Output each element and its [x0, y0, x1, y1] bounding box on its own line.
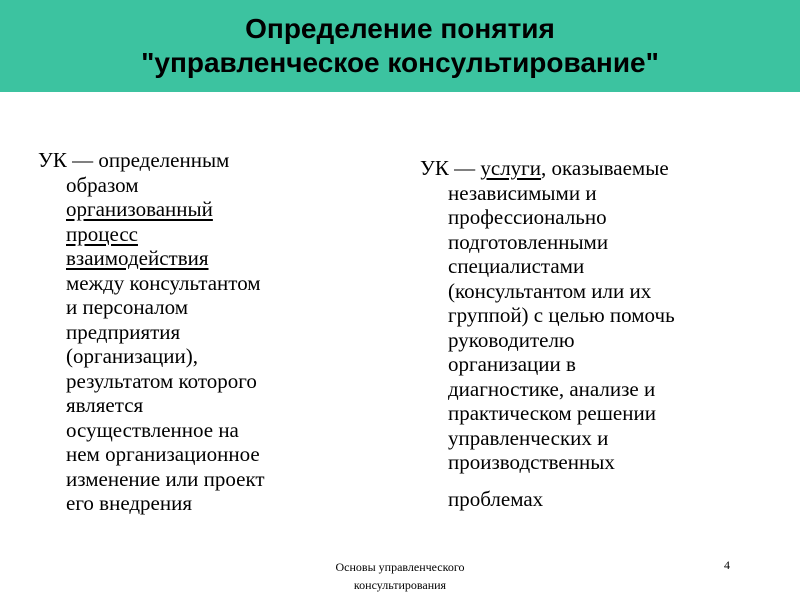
- left-line-15: его внедрения: [66, 491, 192, 515]
- right-suffix: , оказываемые: [541, 156, 669, 180]
- right-line-8: руководителю: [448, 327, 575, 352]
- left-line-8: предприятия: [66, 319, 181, 344]
- right-line-4: подготовленными: [448, 229, 609, 254]
- right-line-3: профессионально: [448, 205, 607, 229]
- left-line-9: (организации),: [66, 344, 198, 368]
- right-line-14: проблемах: [448, 486, 544, 511]
- right-line-6: (консультантом или их: [448, 278, 652, 303]
- right-line-12: управленческих и: [448, 425, 609, 450]
- right-line-7: группой) с целью помочь: [448, 303, 675, 327]
- slide-title-line-1: Определение понятия: [245, 13, 555, 44]
- left-term-process: процесс: [66, 221, 138, 246]
- page-number: 4: [724, 558, 730, 572]
- left-line-11: является: [66, 393, 144, 417]
- footer-line-1: Основы управленческого: [335, 560, 465, 574]
- right-prefix: УК —: [420, 156, 481, 180]
- right-term-services: услуги: [480, 156, 542, 180]
- slide-title-line-2: "управленческое консультирование": [141, 47, 659, 78]
- right-line-1: [420, 156, 760, 181]
- right-line-13: производственных: [448, 450, 615, 474]
- right-line-5: специалистами: [448, 254, 585, 278]
- left-term-interaction: взаимодействия: [66, 246, 209, 270]
- left-definition: [38, 148, 338, 516]
- right-line-10: диагностике, анализе и: [448, 376, 656, 401]
- left-line-13: нем организационное: [66, 442, 260, 466]
- left-line-10: результатом которого: [66, 368, 257, 393]
- right-definition: [420, 156, 760, 511]
- title-bar: [0, 0, 800, 92]
- left-line-6: между консультантом: [66, 270, 261, 295]
- footer-line-2: консультирования: [353, 578, 447, 592]
- right-line-9: организации в: [448, 352, 576, 376]
- right-line-11: практическом решении: [448, 401, 656, 425]
- left-line-12: осуществленное на: [66, 417, 239, 442]
- left-line-1: УК — определенным: [38, 148, 230, 172]
- left-line-2: образом: [66, 172, 139, 197]
- left-line-7: и персоналом: [66, 295, 188, 319]
- left-line-14: изменение или проект: [66, 466, 265, 491]
- left-term-organized: организованный: [66, 197, 213, 221]
- right-line-2: независимыми и: [448, 180, 597, 205]
- footer-course-title: [250, 558, 550, 594]
